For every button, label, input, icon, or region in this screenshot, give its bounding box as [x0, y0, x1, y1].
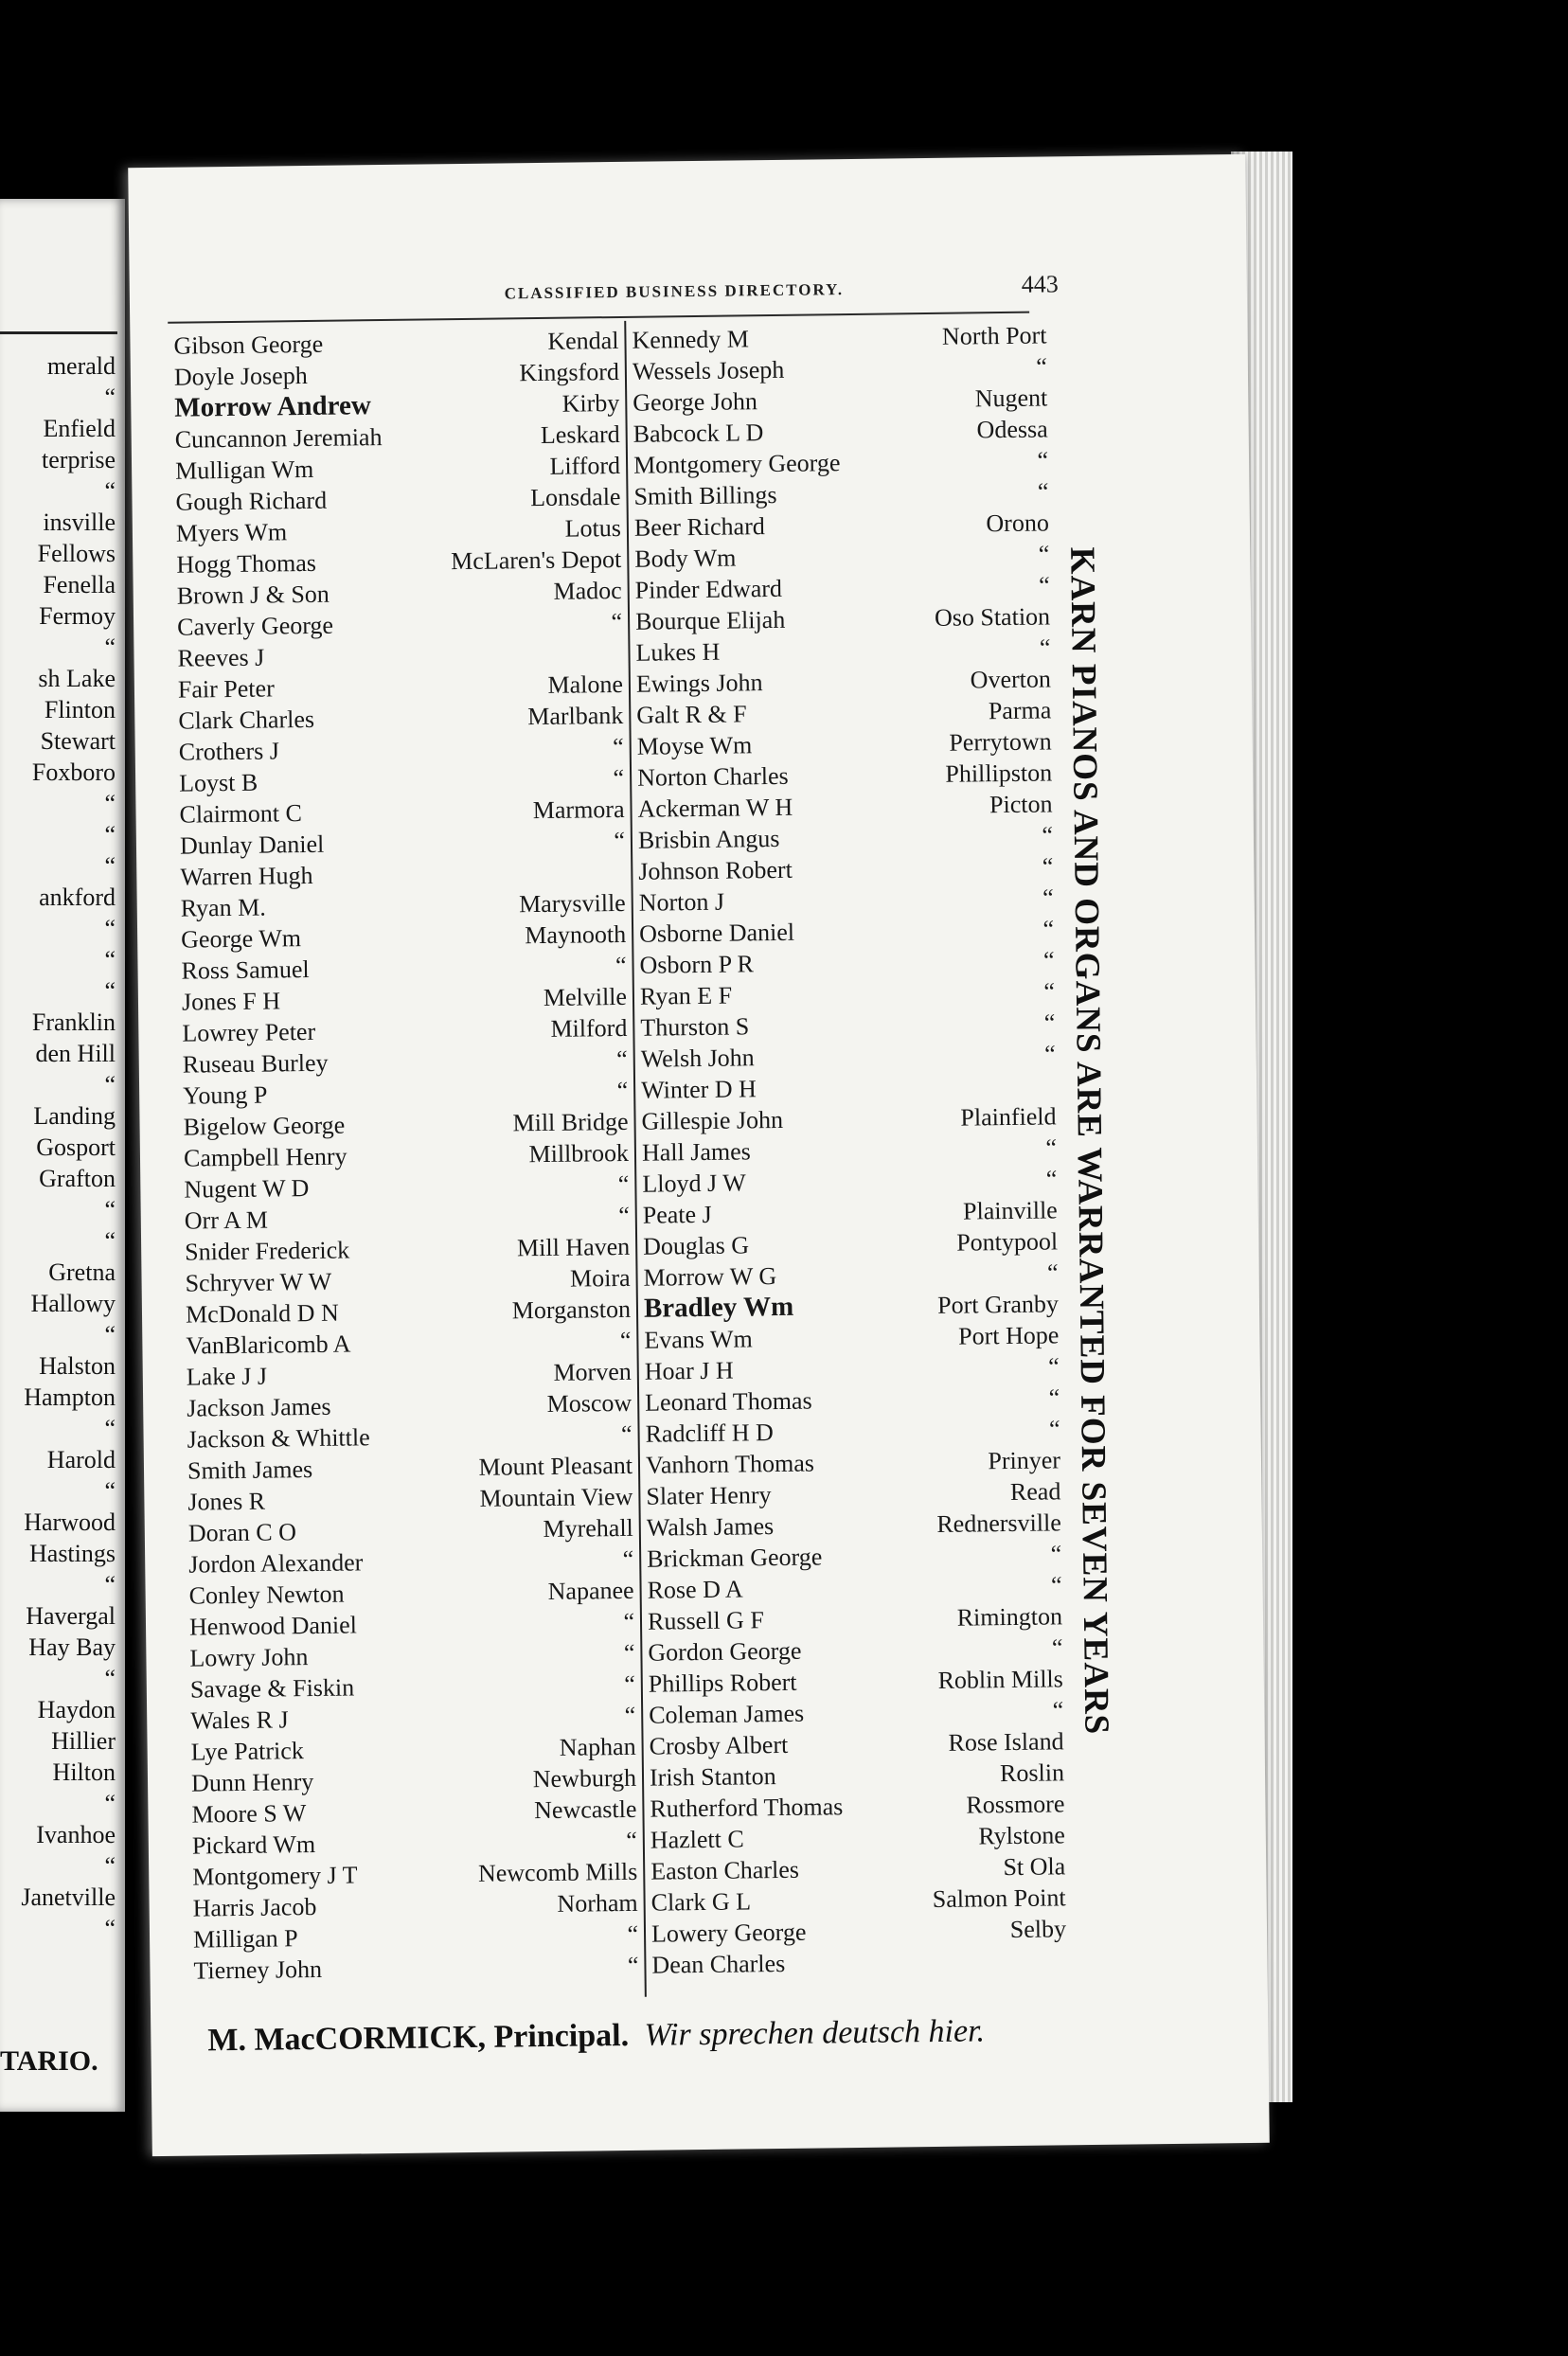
place-name — [414, 637, 622, 671]
previous-page-entry: “ — [104, 1477, 116, 1505]
previous-page-entry: Foxboro — [31, 759, 116, 786]
place-name: Lifford — [549, 451, 621, 480]
business-name: Ackerman W H — [637, 793, 793, 823]
place-name: Pontypool — [956, 1227, 1059, 1257]
previous-page-entry: “ — [104, 1227, 116, 1255]
place-name: Port Hope — [958, 1321, 1060, 1350]
place-name: Mill Bridge — [512, 1107, 629, 1137]
business-name: Tierney John — [193, 1954, 323, 1985]
place-name: Leskard — [540, 419, 620, 449]
business-name: Gillespie John — [641, 1105, 784, 1135]
place-name: “ — [1045, 1165, 1058, 1193]
previous-page-entry: “ — [104, 977, 116, 1005]
business-name: Welsh John — [640, 1044, 755, 1073]
place-name: “ — [612, 732, 624, 761]
place-name: Naphan — [559, 1732, 636, 1761]
previous-page-entry: “ — [104, 477, 116, 505]
place-name: St Ola — [1003, 1852, 1066, 1882]
place-name: Rylstone — [978, 1821, 1065, 1850]
previous-page-entry: insville — [43, 509, 116, 536]
place-name: Odessa — [976, 415, 1048, 444]
business-name: Pickard Wm — [191, 1830, 316, 1860]
business-name: Bradley Wm — [643, 1291, 794, 1324]
previous-page-entry: “ — [104, 1852, 116, 1880]
business-name: Kennedy M — [632, 325, 750, 354]
business-name: Clark Charles — [178, 705, 315, 735]
place-name: Kirby — [561, 388, 620, 418]
place-name: “ — [614, 826, 626, 855]
previous-page-entry: Hilton — [52, 1758, 116, 1786]
place-name: Morganston — [511, 1294, 632, 1325]
place-name: “ — [627, 1951, 639, 1979]
place-name: Myrehall — [543, 1513, 633, 1544]
previous-page-entry: Stewart — [40, 727, 116, 755]
place-name: North Port — [941, 321, 1047, 350]
business-name: Easton Charles — [650, 1855, 800, 1885]
previous-page-footer: TARIO. — [0, 2045, 98, 2077]
business-name: McDonald D N — [185, 1298, 339, 1329]
previous-page-entry: Flinton — [44, 696, 116, 723]
place-name: “ — [1051, 1633, 1063, 1662]
business-name: Warren Hugh — [180, 861, 313, 891]
business-name: Moyse Wm — [636, 731, 753, 760]
place-name: “ — [1048, 1415, 1060, 1443]
place-name: “ — [620, 1419, 633, 1449]
business-name: Hazlett C — [650, 1825, 744, 1854]
previous-page-entry: “ — [104, 1571, 116, 1598]
business-name: Russell G F — [647, 1606, 764, 1635]
previous-page-entry: Havergal — [26, 1602, 116, 1630]
previous-page-entry: “ — [104, 790, 116, 817]
previous-page-entry: Hastings — [29, 1540, 116, 1567]
business-name: George John — [633, 387, 758, 417]
place-name: Perrytown — [949, 727, 1052, 757]
previous-page-entry: Hallowy — [30, 1290, 116, 1317]
business-name: Bigelow George — [183, 1111, 346, 1141]
business-name: Ruseau Burley — [182, 1048, 329, 1079]
place-name: Rimington — [956, 1602, 1063, 1632]
business-name: Lloyd J W — [642, 1169, 746, 1198]
business-name: Lukes H — [635, 637, 721, 667]
place-name — [897, 1069, 1056, 1102]
business-name: Moore S W — [191, 1799, 307, 1829]
previous-page-column — [0, 350, 119, 1944]
business-name: Slater Henry — [646, 1481, 772, 1510]
business-name: Hall James — [641, 1137, 751, 1167]
business-name: Body Wm — [634, 544, 737, 573]
place-name: “ — [1042, 821, 1054, 849]
previous-page-entry: terprise — [42, 446, 116, 473]
footer-principal: M. MacCORMICK, Principal. — [207, 2017, 630, 2059]
previous-page-entry: Janetville — [21, 1883, 116, 1911]
place-name: Roslin — [999, 1758, 1065, 1788]
business-name: Doyle Joseph — [173, 361, 308, 391]
business-name: Evans Wm — [644, 1325, 753, 1354]
place-name: Lotus — [564, 513, 622, 543]
place-name: “ — [626, 1826, 638, 1854]
place-name: “ — [1043, 977, 1056, 1006]
place-name: Nugent — [974, 384, 1048, 413]
previous-page-fragment — [0, 199, 125, 2112]
business-name: Montgomery J T — [192, 1861, 358, 1891]
place-name: “ — [1043, 1008, 1056, 1037]
business-name: Dean Charles — [651, 1949, 786, 1979]
place-name: “ — [1043, 1040, 1056, 1068]
business-name: Ross Samuel — [181, 955, 310, 985]
business-name: Caverly George — [176, 611, 334, 641]
place-name: “ — [624, 1669, 635, 1699]
place-name: “ — [1042, 884, 1054, 912]
business-name: Lye Patrick — [190, 1737, 304, 1766]
business-name: Radcliff H D — [645, 1419, 775, 1448]
previous-page-entry: Grafton — [39, 1165, 116, 1192]
business-name: Ryan E F — [639, 981, 733, 1010]
business-name: George Wm — [180, 924, 302, 954]
business-name: Jackson James — [187, 1392, 331, 1422]
place-name: Napanee — [547, 1576, 634, 1605]
place-name: Marmora — [532, 794, 625, 825]
place-name: McLaren's Depot — [451, 544, 622, 576]
business-name: Montgomery George — [633, 449, 841, 479]
business-name: Conley Newton — [188, 1580, 345, 1610]
business-name: Walsh James — [646, 1512, 775, 1542]
business-name: Fair Peter — [177, 674, 275, 704]
place-name: “ — [1037, 446, 1049, 474]
business-name: Ewings John — [635, 669, 763, 698]
previous-page-entry: Enfield — [43, 415, 116, 442]
place-name: “ — [611, 607, 623, 636]
previous-page-entry: “ — [104, 1071, 116, 1098]
business-name: Peate J — [642, 1200, 712, 1229]
place-name: “ — [1038, 540, 1050, 568]
place-name: Malone — [547, 669, 624, 699]
previous-page-entry: Harold — [46, 1446, 116, 1473]
previous-page-entry: Halston — [39, 1352, 116, 1380]
business-name: Jordon Alexander — [188, 1548, 364, 1579]
business-name: Dunn Henry — [190, 1768, 314, 1797]
previous-page-entry: “ — [104, 915, 116, 942]
business-name: Gordon George — [648, 1636, 802, 1667]
place-name: “ — [1042, 852, 1054, 881]
business-name: Osborn P R — [639, 950, 755, 979]
place-name: Mill Haven — [516, 1232, 631, 1262]
place-name: “ — [623, 1607, 635, 1636]
business-name: Lowry John — [189, 1643, 309, 1672]
place-name: Morven — [553, 1357, 632, 1386]
place-name: Prinyer — [988, 1446, 1061, 1475]
business-name: Ryan M. — [180, 893, 266, 922]
business-name: Campbell Henry — [183, 1142, 347, 1172]
place-name: Picton — [989, 790, 1053, 819]
place-name: Plainville — [962, 1196, 1058, 1225]
business-name: Hoar J H — [644, 1356, 734, 1385]
place-name: Lonsdale — [530, 482, 621, 512]
business-name: Nugent W D — [184, 1174, 310, 1204]
place-name: Port Granby — [936, 1290, 1060, 1319]
place-name: Salmon Point — [932, 1883, 1066, 1914]
business-name: Schryver W W — [185, 1267, 332, 1297]
names-column-1 — [173, 328, 430, 1987]
previous-page-entry: sh Lake — [38, 665, 116, 692]
business-name: Jackson & Whittle — [187, 1423, 370, 1454]
business-name: Henwood Daniel — [188, 1611, 358, 1641]
previous-page-entry: “ — [104, 1665, 116, 1692]
business-name: Young P — [183, 1080, 268, 1110]
business-name: Gough Richard — [175, 486, 328, 516]
place-name: “ — [1046, 1258, 1059, 1287]
business-name: Winter D H — [640, 1075, 757, 1104]
place-name: Maynooth — [525, 919, 627, 950]
place-name: “ — [615, 951, 627, 980]
place-name: Newcastle — [533, 1794, 637, 1825]
previous-page-entry: Landing — [33, 1102, 116, 1130]
previous-page-entry: Gretna — [48, 1258, 116, 1286]
business-name: Mulligan Wm — [174, 455, 314, 485]
previous-page-entry: “ — [104, 852, 116, 880]
business-name: Morrow Andrew — [174, 390, 372, 423]
place-name: “ — [1050, 1540, 1062, 1568]
business-name: Clairmont C — [179, 799, 303, 829]
place-name: Phillipston — [945, 759, 1053, 788]
place-name: “ — [616, 1076, 629, 1105]
place-name: Marysville — [518, 888, 626, 919]
side-advertisement: KARN PIANOS AND ORGANS ARE WARRANTED FOR SEVEN YEARS — [1062, 546, 1116, 1736]
place-name: “ — [1050, 1571, 1062, 1599]
business-name: Galt R & F — [636, 700, 747, 729]
place-name: Rednersville — [936, 1508, 1061, 1538]
business-name: Smith James — [187, 1455, 313, 1485]
previous-page-entry: “ — [104, 1790, 116, 1817]
business-name: Norton J — [638, 887, 725, 917]
business-name: Lowery George — [650, 1918, 807, 1948]
previous-page-entry: “ — [104, 1415, 116, 1442]
business-name: Smith Billings — [633, 480, 777, 510]
previous-page-entry: den Hill — [35, 1040, 116, 1067]
business-name: Babcock L D — [633, 419, 764, 448]
business-name: Wales R J — [190, 1705, 289, 1735]
place-name: “ — [627, 1919, 639, 1948]
place-name: Orono — [986, 509, 1050, 538]
previous-page-entry: ankford — [39, 884, 116, 911]
business-name: Morrow W G — [643, 1262, 777, 1292]
business-name: Norton Charles — [636, 761, 789, 792]
place-name: “ — [1042, 915, 1055, 943]
place-name: Oso Station — [934, 602, 1051, 632]
place-name: Newcomb Mills — [477, 1857, 638, 1887]
business-name: Phillips Robert — [648, 1668, 797, 1698]
previous-page-entry: “ — [104, 1915, 116, 1942]
business-name: Thurston S — [640, 1012, 750, 1042]
business-name: Johnson Robert — [638, 855, 793, 885]
place-name: “ — [1048, 1383, 1060, 1412]
business-name: Cuncannon Jeremiah — [174, 423, 383, 454]
place-name: Kingsford — [519, 357, 620, 387]
previous-page-entry: Ivanhoe — [36, 1821, 116, 1848]
page-header: CLASSIFIED BUSINESS DIRECTORY. — [504, 280, 845, 303]
place-name — [417, 856, 625, 890]
place-name: Mount Pleasant — [478, 1451, 633, 1481]
previous-page-entry: Hampton — [24, 1383, 116, 1411]
page-number: 443 — [1021, 270, 1059, 298]
place-name: “ — [618, 1201, 630, 1230]
business-name: Vanhorn Thomas — [645, 1449, 815, 1479]
previous-page-entry: “ — [104, 634, 116, 661]
business-name: Reeves J — [177, 643, 265, 672]
business-name: Coleman James — [649, 1699, 805, 1729]
footer-motto: Wir sprechen deutsch hier. — [644, 2013, 986, 2053]
directory-page — [128, 154, 1270, 2156]
place-name: Mountain View — [479, 1482, 633, 1512]
business-name: Pinder Edward — [634, 574, 783, 604]
place-name: “ — [623, 1638, 635, 1668]
business-name: Jones R — [187, 1487, 266, 1516]
business-name: Orr A M — [184, 1205, 269, 1235]
place-name: “ — [1038, 571, 1050, 599]
place-name: Norham — [557, 1888, 638, 1918]
previous-page-entry: “ — [104, 821, 116, 848]
place-name: Overton — [970, 665, 1052, 694]
previous-page-entry: “ — [104, 1196, 116, 1223]
previous-page-entry: Hillier — [51, 1727, 116, 1755]
business-name: Crosby Albert — [649, 1730, 789, 1760]
place-name: Parma — [988, 696, 1052, 725]
business-name: Lake J J — [186, 1362, 268, 1391]
place-name: Plainfield — [960, 1102, 1057, 1132]
place-name: Milford — [550, 1013, 628, 1043]
business-name: Brickman George — [647, 1543, 823, 1573]
place-name: Selby — [1009, 1915, 1067, 1944]
business-name: Harris Jacob — [192, 1892, 317, 1922]
place-name: “ — [1042, 946, 1055, 974]
places-column-1 — [410, 325, 638, 1984]
place-name: Rose Island — [948, 1727, 1064, 1757]
previous-page-entry: “ — [104, 384, 116, 411]
place-name: “ — [616, 1044, 628, 1074]
place-name: Millbrook — [528, 1138, 630, 1169]
names-column-2 — [632, 321, 907, 1980]
previous-page-entry: Hay Bay — [28, 1633, 116, 1661]
place-name: “ — [619, 1326, 632, 1355]
place-name: “ — [624, 1701, 636, 1729]
business-name: Gibson George — [173, 330, 324, 360]
business-name: Osborne Daniel — [638, 918, 795, 948]
page-footer — [207, 2011, 1154, 2059]
previous-page-rule — [0, 331, 117, 334]
place-name: “ — [617, 1169, 630, 1199]
place-name: Moira — [569, 1263, 631, 1293]
previous-page-entry: merald — [46, 352, 116, 380]
business-name: Bourque Elijah — [634, 605, 786, 635]
place-name: “ — [1048, 1352, 1060, 1381]
business-name: Dunlay Daniel — [179, 830, 325, 860]
previous-page-entry: Harwood — [24, 1508, 116, 1536]
business-name: Snider Frederick — [185, 1236, 350, 1266]
business-name: Beer Richard — [633, 512, 765, 542]
place-name: “ — [1037, 477, 1049, 506]
place-name: “ — [622, 1544, 634, 1574]
place-name: Rossmore — [966, 1790, 1065, 1819]
place-name: Moscow — [546, 1388, 633, 1418]
business-name: Leonard Thomas — [645, 1386, 812, 1417]
place-name — [907, 1944, 1066, 1977]
previous-page-entry: Franklin — [31, 1008, 116, 1036]
place-name: Melville — [543, 982, 628, 1011]
business-name: Myers Wm — [175, 518, 288, 547]
place-name: “ — [1039, 634, 1051, 662]
business-name: Milligan P — [192, 1924, 298, 1954]
business-name: VanBlaricomb A — [186, 1330, 351, 1360]
business-name: Crothers J — [178, 737, 280, 766]
business-name: Lowrey Peter — [182, 1017, 316, 1047]
business-name: Rose D A — [647, 1575, 743, 1604]
business-name: Loyst B — [178, 768, 258, 797]
place-name: Marlbank — [527, 701, 624, 731]
place-name: “ — [1045, 1133, 1058, 1162]
place-name: Roblin Mills — [937, 1665, 1063, 1694]
place-name: Madoc — [553, 576, 622, 605]
previous-page-entry: Fenella — [43, 571, 116, 598]
business-name: Hogg Thomas — [176, 548, 317, 579]
business-name: Douglas G — [642, 1231, 750, 1260]
business-name: Clark G L — [650, 1887, 752, 1917]
business-name: Brown J & Son — [176, 580, 330, 610]
business-name: Rutherford Thomas — [650, 1793, 844, 1823]
place-name: Read — [1009, 1477, 1061, 1507]
place-name: “ — [613, 763, 625, 793]
place-name: “ — [1036, 352, 1048, 381]
previous-page-entry: Haydon — [37, 1696, 116, 1723]
place-name: Kendal — [547, 326, 619, 355]
place-name: “ — [1052, 1696, 1064, 1724]
business-name: Wessels Joseph — [632, 355, 785, 385]
previous-page-entry: “ — [104, 946, 116, 973]
business-name: Brisbin Angus — [637, 824, 780, 854]
previous-page-entry: Gosport — [36, 1133, 116, 1161]
business-name: Irish Stanton — [649, 1762, 776, 1792]
business-name: Savage & Fiskin — [189, 1673, 355, 1704]
previous-page-entry: “ — [104, 1321, 116, 1348]
previous-page-entry: Fellows — [37, 540, 116, 567]
previous-page-entry: Fermoy — [39, 602, 116, 630]
place-name: Newburgh — [532, 1763, 637, 1794]
business-name: Jones F H — [181, 987, 281, 1016]
business-name: Doran C O — [187, 1518, 297, 1547]
places-column-2 — [887, 319, 1066, 1977]
